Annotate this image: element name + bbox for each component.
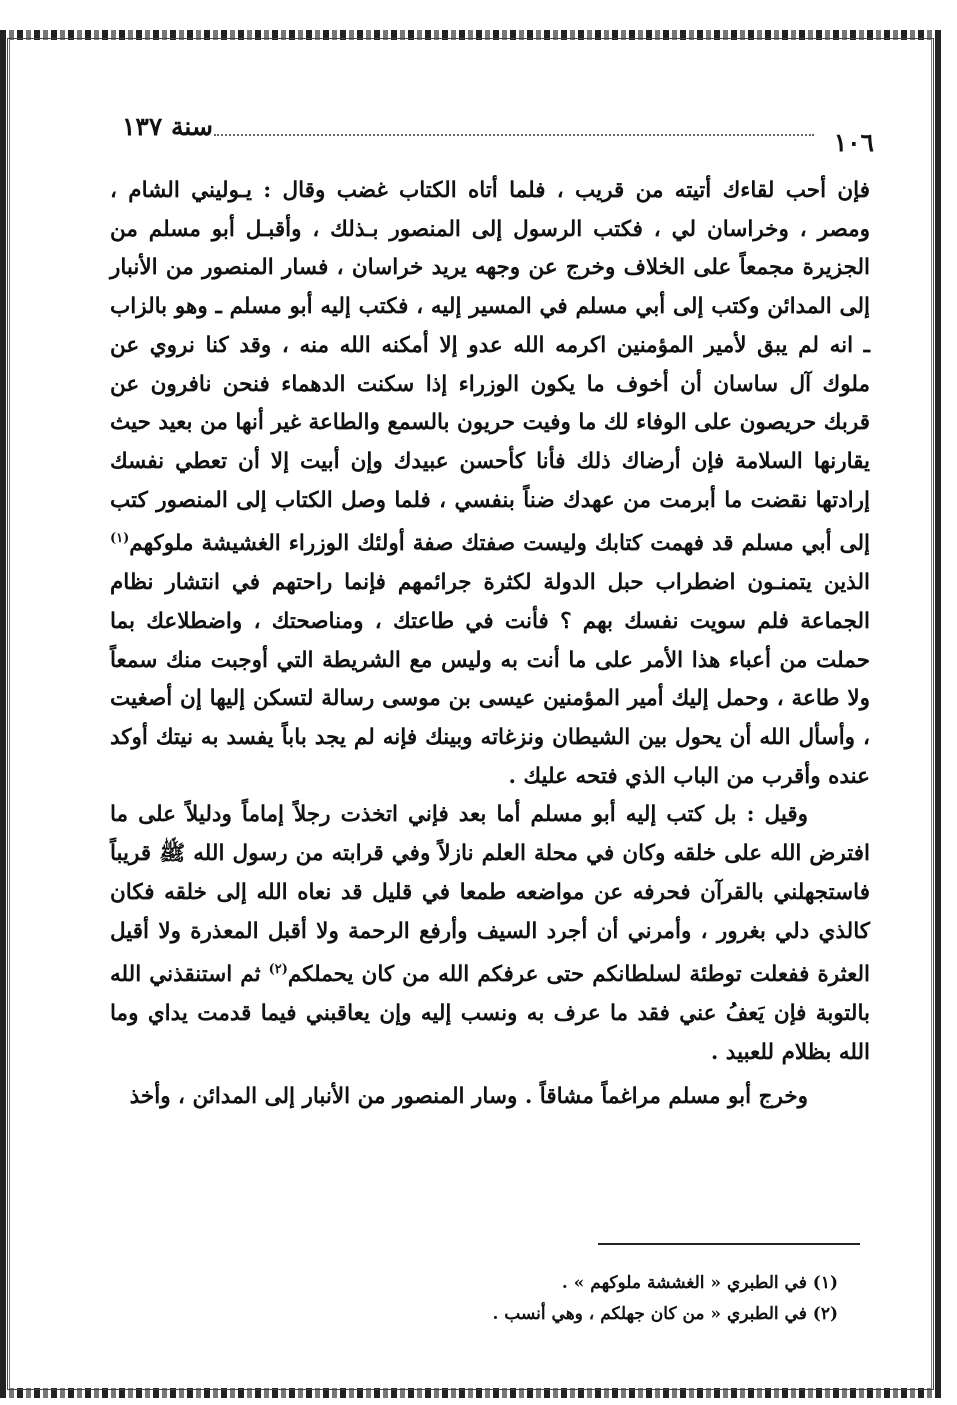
paragraph-2-text-a: وقيل : بل كتب إليه أبو مسلم أما بعد فإني اتخذت رجلاً إماماً ودليلاً على ما افترض الله على خلقه وكان في محلة العلم نازلاً وفي قرابته من رسول الله ﷺ قريباً فاستجهلني بالقرآن فحرفه عن مواضعه طمعا في قليل قد نعاه الله إلى خلقه فكان كالذي دلي بغرور ، وأمرني أن أجرد السيف وأرفع الرحمة ولا أقبل المعذرة ولا أقيل العثرة ففعلت توطئة لسلطانكم حتى عرفكم الله من كان يحملكم [110, 802, 870, 988]
footnote-rule [598, 1243, 860, 1245]
footnote-1: (١) في الطبري « الغششة ملوكهم » . [561, 1273, 838, 1293]
paragraph-1-text-a: فإن أحب لقاءك أتيته من قريب ، فلما أتاه الكتاب غضب وقال : يـوليني الشام ، ومصر ، وخراسان لي ، فكتب الرسول إلى المنصور بـذلك ، وأقبـل أبو مسلم من الجزيرة مجمعاً على الخلاف وخرج عن وجهه يريد خراسان ، فسار المنصور من الأنبار إلى المدائن وكتب إلى أبي مسلم في المسير إليه ، فكتب إليه أبو مسلم ـ وهو بالزاب ـ انه لم يبق لأمير المؤمنين اكرمه الله عدو إلا أمكنه الله منه ، وقد كنا نروي عن ملوك آل ساسان أن أخوف ما يكون الوزراء إذا سكنت الدهماء فنحن نافرون عن قربك حريصون على الوفاء لك ما وفيت حريون بالسمع والطاعة غير أنها من بعيد حيث يقارنها السلامة فإن أرضاك ذلك فأنا كأحسن عبيدك وإن أبيت إلا أن تعطي نفسك إرادتها نقضت ما أبرمت من عهدك ضناً بنفسي ، فلما وصل الكتاب إلى المنصور كتب إلى أبي مسلم قد فهمت كتابك وليست صفتك صفة أولئك الوزراء الغشيشة ملوكهم [110, 178, 870, 557]
footnote-2: (٢) في الطبري « من كان جهلكم ، وهي أنسب . [492, 1304, 838, 1324]
paragraph-1 [110, 172, 870, 796]
header-dotted-rule [214, 134, 814, 136]
paragraph-2 [110, 796, 870, 1072]
footnotes [300, 1268, 838, 1330]
page-header [122, 112, 874, 156]
paragraph-1-text-b: الذين يتمنـون اضطراب حبل الدولة لكثرة جرائمهم فإنما راحتهم في انتشار نظام الجماعة فلم سويت نفسك بهم ؟ فأنت في طاعتك ، ومناصحتك ، واضطلاعك بما حملت من أعباء هذا الأمر على ما أنت به وليس مع الشريطة التي أوجبت منك سمعاً ولا طاعة ، وحمل إليك أمير المؤمنين عيسى بن موسى رسالة لتسكن إليها إن أصغيت ، وأسأل الله أن يحول بين الشيطان ونزغاته وبينك فإنه لم يجد باباً يفسد به نيتك أوكد عنده وأقرب من الباب الذي فتحه عليك . [110, 570, 870, 789]
page-number: ١٠٦ [833, 128, 874, 157]
paragraph-2-text-b: ثم استنقذني الله بالتوبة فإن يَعفُ عني فقد ما عرف به ونسب إليه وإن يعاقبني فيما قدمت يداي وما الله بظلام للعبيد . [110, 962, 870, 1065]
footnote-ref-1: (١) [110, 531, 130, 547]
main-text [110, 172, 870, 1117]
paragraph-3: وخرج أبو مسلم مراغماً مشاقاً . وسار المنصور من الأنبار إلى المدائن ، وأخذ [129, 1084, 808, 1110]
running-head: سنة ١٣٧ [122, 112, 213, 141]
footnote-ref-2: (٢) [268, 962, 288, 978]
